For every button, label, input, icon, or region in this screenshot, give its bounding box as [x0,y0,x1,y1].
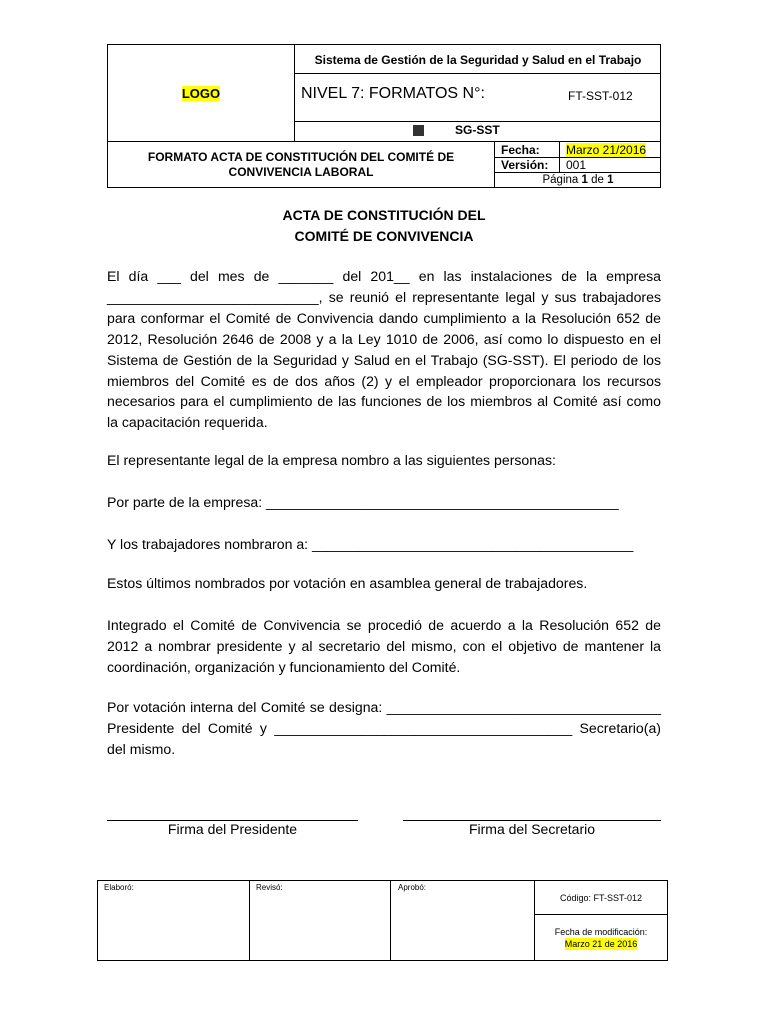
page-indicator [495,173,661,188]
divider [249,881,250,960]
paragraph-company-members: Por parte de la empresa: _____________________________________________ [107,494,619,510]
paragraph-representative: El representante legal de la empresa nombro a las siguientes personas: [107,452,556,468]
sgsst-row [295,121,661,141]
page-sep: de [587,174,608,186]
page-prefix: Página [542,174,582,186]
paragraph-worker-members: Y los trabajadores nombraron a: _________________________________________ [107,536,634,552]
footer-table [97,880,668,961]
version-value: 001 [566,158,587,172]
form-code: FT-SST-012 [568,89,633,103]
divider [390,881,391,960]
square-icon [413,125,424,136]
sgsst-label: SG-SST [455,123,500,137]
paragraph-vote: Estos últimos nombrados por votación en asamblea general de trabajadores. [107,575,588,591]
paragraph-intro: El día ___ del mes de _______ del 201__ en las instalaciones de la empresa ___________________________, se reunió el representante legal y sus trabajadores para conformar el Comité de Convivencia dando cumplimiento a la Resolución 652 de 2012, Resolución 2646 de 2008 y a la Ley 1010 de 2006, así como lo dispuesto en el Sistema de Gestión de la Seguridad y Salud en el Trabajo (SG-SST). El periodo de los miembros del Comité es de dos años (2) y el empleador proporcionara los recursos necesarios para el cumplimiento de las funciones de los miembros al Comité así como la capacitación requerida. [107,268,661,431]
paragraph-integration: Integrado el Comité de Convivencia se procedió de acuerdo a la Resolución 652 de 2012 a nombrar presidente y al secretario del mismo, con el objetivo de mantener la coordinación, organización y funcionamiento del Comité. [107,617,661,675]
header-table [107,44,661,188]
form-title: FORMATO ACTA DE CONSTITUCIÓN DEL COMITÉ DE CONVIVENCIA LABORAL [147,150,455,179]
page-total: 1 [607,174,614,186]
footer-code: Código: FT-SST-012 [559,892,643,903]
aprobo-label: Aprobó: [398,883,427,892]
version-label: Versión: [501,158,549,172]
date-value: Marzo 21/2016 [566,143,647,157]
modification-date-value: Marzo 21 de 2016 [564,938,638,949]
doc-title-line1: ACTA DE CONSTITUCIÓN DEL [282,207,486,223]
logo-text: LOGO [181,86,221,101]
reviso-label: Revisó: [256,883,283,892]
signature-label-secretary: Firma del Secretario [468,821,596,837]
signature-label-president: Firma del Presidente [167,821,298,837]
modification-date-cell [535,915,667,960]
level-label: NIVEL 7: FORMATOS N°: [301,85,485,102]
date-label: Fecha: [501,143,540,157]
system-title: Sistema de Gestión de la Seguridad y Salud en el Trabajo [314,52,642,67]
elaboro-label: Elaboró: [104,883,134,892]
logo-placeholder [108,45,294,142]
modification-date-label: Fecha de modificación: [554,926,648,937]
page-current: 1 [581,174,588,186]
divider [559,142,560,173]
paragraph-designation: Por votación interna del Comité se designa: ___________________________________ Presidente del Comité y ______________________________________ Secretario(a) del mismo. [107,699,661,757]
doc-title-line2: COMITÉ DE CONVIVENCIA [294,228,474,244]
